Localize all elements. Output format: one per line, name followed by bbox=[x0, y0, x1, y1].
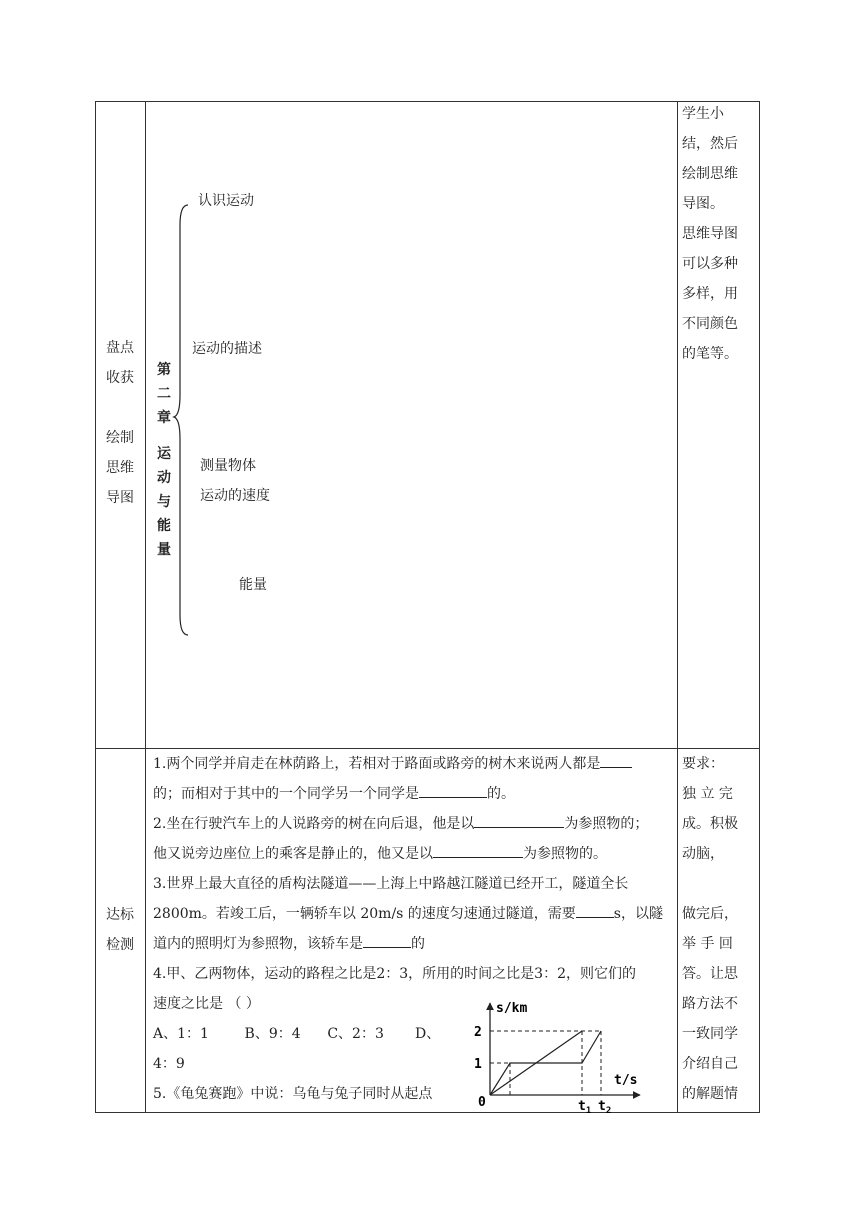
q4-option-d-text: 4：9 bbox=[153, 1056, 185, 1072]
question-2-line1 bbox=[153, 809, 673, 839]
note-line: 思维导图 bbox=[682, 226, 738, 242]
y-axis-label: s/km bbox=[496, 1001, 528, 1016]
chapter-char: 章 bbox=[157, 410, 171, 426]
note-line: 路方法不 bbox=[682, 996, 738, 1012]
origin-label: 0 bbox=[478, 1095, 486, 1110]
chapter-char: 量 bbox=[157, 542, 171, 558]
note-line: 的解题情 bbox=[682, 1086, 738, 1102]
branch-recognize-motion: 认识运动 bbox=[198, 193, 254, 209]
q3-text: s，以隧 bbox=[613, 906, 663, 922]
label-line: 盘点 bbox=[106, 340, 134, 356]
answer-blank[interactable] bbox=[474, 811, 564, 828]
note-line: 动脑， bbox=[682, 846, 724, 862]
q2-text: 2.坐在行驶汽车上的人说路旁的树在向后退，他是以 bbox=[153, 816, 475, 832]
question-1-line2 bbox=[153, 779, 673, 809]
chapter-char: 与 bbox=[157, 494, 171, 510]
branch-energy: 能量 bbox=[239, 577, 267, 593]
q2-text: 他又说旁边座位上的乘客是静止的，他又是以 bbox=[153, 846, 433, 862]
answer-blank[interactable] bbox=[419, 781, 487, 798]
q1-text: 1.两个同学并肩走在林荫路上，若相对于路面或路旁的树木来说两人都是 bbox=[153, 756, 601, 772]
note-line: 一致同学 bbox=[682, 1026, 738, 1042]
q1-text: 的。 bbox=[487, 786, 515, 802]
note-line: 多样，用 bbox=[682, 286, 738, 302]
note-line: 结，然后 bbox=[682, 136, 738, 152]
column-divider-2 bbox=[677, 101, 678, 1113]
label-line: 思维 bbox=[106, 460, 134, 476]
note-line: 可以多种 bbox=[682, 256, 738, 272]
row2-left-label bbox=[95, 900, 145, 960]
table-right-border bbox=[759, 101, 760, 1113]
chapter-title bbox=[152, 358, 176, 562]
q3-text: 3.世界上最大直径的盾构法隧道——上海上中路越江隧道已经开工，隧道全长 bbox=[153, 876, 629, 892]
row1-left-label bbox=[95, 333, 145, 513]
question-3-line3 bbox=[153, 929, 673, 959]
table-bottom-border bbox=[95, 1112, 759, 1113]
note-line: 成。积极 bbox=[682, 816, 738, 832]
q3-text: 道内的照明灯为参照物，该轿车是 bbox=[153, 936, 363, 952]
branch-measure-line2: 运动的速度 bbox=[200, 488, 270, 504]
branch-describe-motion: 运动的描述 bbox=[192, 341, 262, 357]
branch-measure-line1: 测量物体 bbox=[200, 458, 256, 474]
q4-options-text: A、1：1 B、9：4 C、2：3 D、 bbox=[153, 1026, 441, 1042]
note-line: 学生小 bbox=[682, 106, 724, 122]
note-line: 不同颜色 bbox=[682, 316, 738, 332]
answer-blank[interactable] bbox=[576, 901, 614, 918]
question-3-line2 bbox=[153, 899, 673, 929]
distance-time-graph bbox=[470, 1000, 650, 1116]
question-4-options bbox=[153, 1019, 473, 1049]
question-3-line1 bbox=[153, 869, 673, 899]
note-line bbox=[682, 869, 754, 899]
y-tick-2: 2 bbox=[474, 1025, 482, 1040]
label-line: 绘制 bbox=[106, 430, 134, 446]
note-line: 绘制思维 bbox=[682, 166, 738, 182]
label-line: 达标 bbox=[106, 907, 134, 923]
note-line: 举 手 回 bbox=[682, 936, 733, 952]
question-5-line1 bbox=[153, 1079, 473, 1109]
label-line: 检测 bbox=[106, 937, 134, 953]
label-line: 收获 bbox=[106, 370, 134, 386]
question-4-line1 bbox=[153, 959, 673, 989]
y-tick-1: 1 bbox=[474, 1057, 482, 1072]
note-line: 做完后， bbox=[682, 906, 738, 922]
chapter-char: 第 bbox=[157, 362, 171, 378]
q3-text: 2800m。若竣工后，一辆轿车以 20m/s 的速度匀速通过隧道，需要 bbox=[153, 906, 576, 922]
note-line: 独 立 完 bbox=[682, 786, 733, 802]
column-divider-1 bbox=[145, 101, 146, 1113]
q4-text: 速度之比是 （ ） bbox=[153, 996, 260, 1012]
question-4-option-d bbox=[153, 1049, 473, 1079]
chapter-char: 能 bbox=[157, 518, 171, 534]
q3-text: 的 bbox=[411, 936, 425, 952]
t2-label: $t_2$ bbox=[598, 1099, 612, 1116]
table-left-border bbox=[95, 101, 96, 1113]
t1-label: $t_1$ bbox=[578, 1099, 592, 1116]
note-line: 答。让思 bbox=[682, 966, 738, 982]
q2-text: 为参照物的； bbox=[564, 816, 649, 832]
row1-teacher-note bbox=[682, 99, 754, 369]
chapter-char: 动 bbox=[157, 470, 171, 486]
chapter-char: 二 bbox=[157, 386, 171, 402]
question-1-line1 bbox=[153, 749, 673, 779]
table-top-border bbox=[95, 101, 759, 102]
chapter-char: 运 bbox=[157, 446, 171, 462]
q5-text: 5.《龟兔赛跑》中说：乌龟与兔子同时从起点 bbox=[153, 1086, 433, 1102]
row2-teacher-note bbox=[682, 749, 754, 1109]
answer-blank[interactable] bbox=[433, 841, 523, 858]
label-line: 导图 bbox=[106, 490, 134, 506]
note-line: 要求： bbox=[682, 756, 724, 772]
note-line: 的笔等。 bbox=[682, 346, 738, 362]
answer-blank[interactable] bbox=[600, 751, 632, 768]
q1-text: 的；而相对于其中的一个同学另一个同学是 bbox=[153, 786, 419, 802]
question-2-line2 bbox=[153, 839, 673, 869]
q4-text: 4.甲、乙两物体，运动的路程之比是2：3，所用的时间之比是3：2，则它们的 bbox=[153, 966, 636, 982]
answer-blank[interactable] bbox=[363, 931, 411, 948]
note-line: 导图。 bbox=[682, 196, 724, 212]
x-axis-label: t/s bbox=[614, 1073, 638, 1088]
note-line: 介绍自己 bbox=[682, 1056, 738, 1072]
q2-text: 为参照物的。 bbox=[523, 846, 607, 862]
